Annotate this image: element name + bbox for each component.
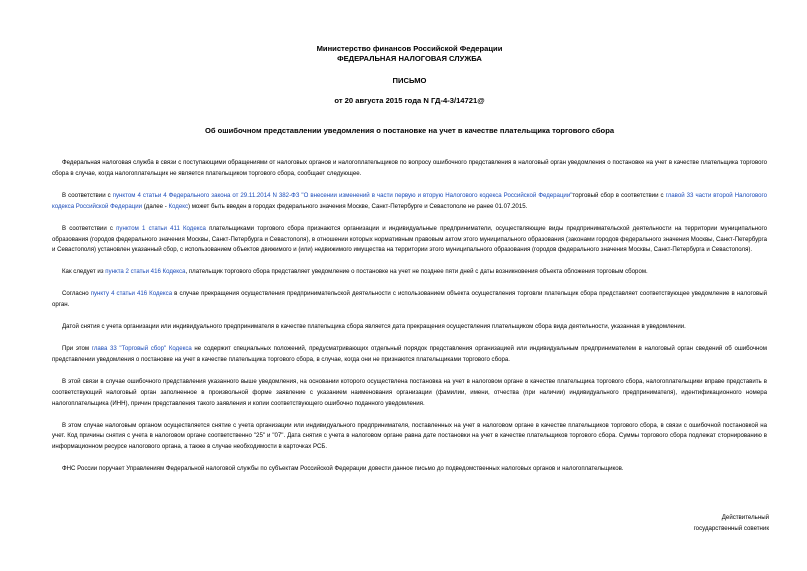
signature-block xyxy=(694,513,769,534)
paragraph-text: Как следует из xyxy=(62,268,106,276)
paragraph-text: торговый сбор в соответствии с xyxy=(572,191,666,199)
signature-line-1: Действительный xyxy=(721,514,769,521)
paragraph-6: Датой снятия с учета организации или индивидуального предпринимателя в качестве плательщика сбора является дата прекращения осуществления плательщиком сбора вида деятельности, указанная в уведомлении. xyxy=(62,323,686,331)
paragraph-3 xyxy=(52,224,767,257)
paragraph-text: не содержит специальных положений, предусматривающих отдельный порядок представления организацией или индивидуальным предпринимателем в налоговый орган сведений об ошибочном представлении уведомления о постановке на учет в качестве плательщика торгового сбора, в случае, когда они не признаются плательщиками торгового сбора. xyxy=(52,344,767,363)
service-heading: ФЕДЕРАЛЬНАЯ НАЛОГОВАЯ СЛУЖБА xyxy=(337,54,482,63)
paragraph-text: плательщиками торгового сбора признаются организации и индивидуальные предприниматели, осуществляющие виды предпринимательской деятельности на территории муниципального образования (городов федерального значения Москвы, Санкт-Петербурга и Севастополя), в отношении которых нормативным правовым актом этого муниципального образования (законами городов федерального значения Москвы, Санкт-Петербурга и Севастополя) установлен указанный сбор, с использованием объектов движимого и (или) недвижимого имущества на территории этого муниципального образования (городов федерального значения Москвы, Санкт-Петербурга и Севастополя). xyxy=(52,224,768,254)
code-link[interactable]: Кодекс xyxy=(168,202,189,210)
paragraph-7 xyxy=(52,344,767,366)
article-411-link[interactable]: пунктом 1 статьи 411 Кодекса xyxy=(116,224,206,232)
ministry-heading: Министерство финансов Российской Федерации xyxy=(316,44,503,53)
subject-heading: Об ошибочном представлении уведомления о постановке на учет в качестве плательщика торгового сбора xyxy=(204,126,615,135)
chapter-33-tax-code-link[interactable]: главой 33 части второй Налогового кодекса Российской Федерации xyxy=(52,191,768,210)
paragraph-1: Федеральная налоговая служба в связи с поступающими обращениями от налоговых органов и налогоплательщиков по вопросу ошибочного представления в налоговый орган уведомления о постановке на учет в качестве плательщика торгового сбора в случае, когда налогоплательщик не является плательщиком торгового сбора, сообщает следующее. xyxy=(52,159,767,177)
paragraph-text: В соответствии с xyxy=(62,224,117,232)
paragraph-8: В этой связи в случае ошибочного представления указанного выше уведомления, на основании которого осуществлена постановка на учет в налоговом органе в качестве плательщика торгового сбора, налогоплательщики вправе представить в соответствующий налоговый орган заполненное в произвольной форме заявление с указанием наименования организации (фамилии, имени, отчества (при наличии) индивидуального предпринимателя), идентификационного номера налогоплательщика (ИНН), причин представления такого заявления и копии соответствующего ошибочно поданного уведомления. xyxy=(52,377,767,407)
paragraph-text: В соответствии с xyxy=(62,191,113,199)
paragraph-text: , плательщик торгового сбора представляет уведомление о постановке на учет не позднее пяти дней с даты возникновения объекта обложения торговым сбором. xyxy=(185,268,648,276)
paragraph-text: в случае прекращения осуществления предпринимательской деятельности с использованием объекта осуществления торговли плательщик сбора представляет соответствующее уведомление в налоговый орган. xyxy=(52,290,767,309)
paragraph-text: (далее - xyxy=(142,202,169,210)
article-416-p2-link[interactable]: пункта 2 статьи 416 Кодекса xyxy=(105,268,186,276)
paragraph-5 xyxy=(52,289,767,311)
paragraph-9: В этом случае налоговым органом осуществляется снятие с учета организации или индивидуального предпринимателя, поставленных на учет в налоговом органе в качестве плательщиков торгового сбора, в связи с ошибочной постановкой на учет. Код причины снятия с учета в налоговом органе соответственно "25" и "07". Дата снятия с учета в налоговом органе равна дате постановки на учет в качестве плательщиков торгового сбора. Суммы торгового сбора подлежат сторнированию в информационном ресурсе налогового органа, а также в случае необходимости в карточках РСБ. xyxy=(52,421,767,451)
paragraph-10: ФНС России поручает Управлениям Федеральной налоговой службы по субъектам Российской Федерации довести данное письмо до подведомственных налоговых органов и налогоплательщиков. xyxy=(62,465,624,473)
federal-law-link[interactable]: пунктом 4 статьи 4 Федерального закона от 29.11.2014 N 382-ФЗ "О внесении изменений в части первую и вторую Налогового кодекса Российской Федерации" xyxy=(112,191,573,199)
date-number-heading: от 20 августа 2015 года N ГД-4-3/14721@ xyxy=(334,96,485,105)
chapter-33-link[interactable]: глава 33 "Торговый сбор" Кодекса xyxy=(91,344,192,352)
article-416-p4-link[interactable]: пункту 4 статьи 416 Кодекса xyxy=(90,290,173,298)
doc-type-heading: ПИСЬМО xyxy=(392,76,427,85)
letter-body xyxy=(52,158,767,475)
paragraph-text: Согласно xyxy=(62,290,91,298)
paragraph-4 xyxy=(52,267,767,278)
paragraph-2 xyxy=(52,191,767,213)
paragraph-text: При этом xyxy=(62,344,92,352)
signature-line-2: государственный советник xyxy=(693,524,769,532)
paragraph-text: ) может быть введен в городах федерального значения Москве, Санкт-Петербурге и Севастополе не ранее 01.07.2015. xyxy=(188,202,528,210)
